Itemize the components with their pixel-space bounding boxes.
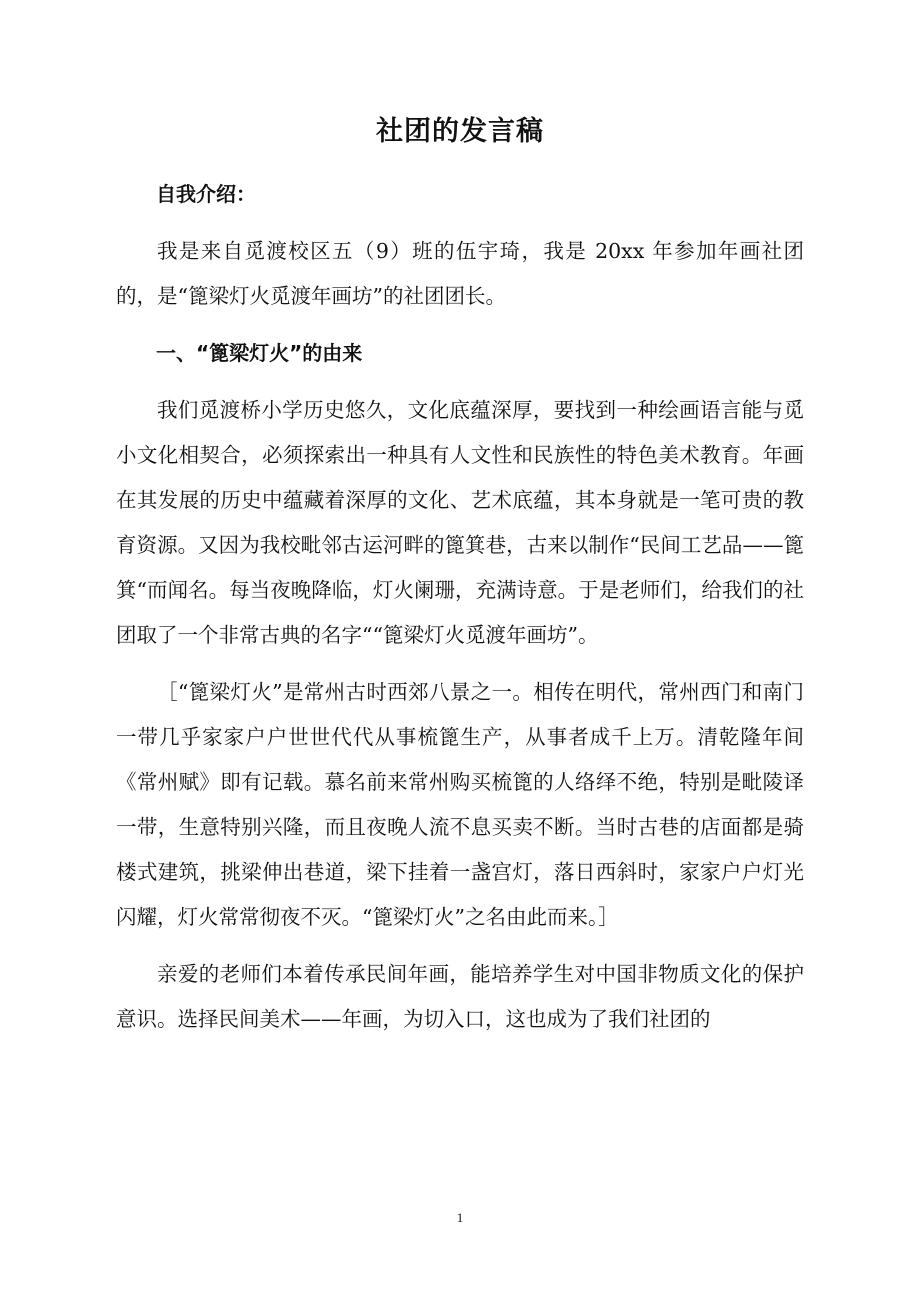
paragraph-history-note: ［“篦梁灯火”是常州古时西郊八景之一。相传在明代，常州西门和南门一带几乎家家户户世世代代从事梳篦生产，从事者成千上万。清乾隆年间《常州赋》即有记载。慕名前来常州购买梳篦的人络绎不绝，特别是毗陵译一带，生意特别兴隆，而且夜晚人流不息买卖不断。当时古巷的店面都是骑楼式建筑，挑梁伸出巷道，梁下挂着一盏宫灯，落日西斜时，家家户户灯光闪耀，灯火常常彻夜不灭。“篦梁灯火”之名由此而来。］	[116, 680, 804, 929]
document-body	[116, 172, 804, 1042]
page-number: 1	[456, 1210, 464, 1225]
spacer	[116, 940, 804, 952]
spacer	[116, 319, 804, 331]
document-title: 社团的发言稿	[376, 116, 544, 147]
paragraph-self-intro: 我是来自觅渡校区五（9）班的伍宇琦，我是 20xx 年参加年画社团的，是“篦梁灯火觅渡年画坊”的社团团长。	[116, 239, 804, 308]
section-heading-origin: 一、“篦梁灯火”的由来	[156, 341, 363, 365]
section-heading-self-intro: 自我介绍：	[156, 182, 256, 206]
paragraph-origin: 我们觅渡桥小学历史悠久，文化底蕴深厚，要找到一种绘画语言能与觅小文化相契合，必须探索出一种具有人文性和民族性的特色美术教育。年画在其发展的历史中蕴藏着深厚的文化、艺术底蕴，其本身就是一笔可贵的教育资源。又因为我校毗邻古运河畔的篦箕巷，古来以制作“民间工艺品——篦箕“而闻名。每当夜晚降临，灯火阑珊，充满诗意。于是老师们，给我们的社团取了一个非常古典的名字““篦梁灯火觅渡年画坊”。	[116, 398, 804, 647]
spacer	[116, 658, 804, 670]
spacer	[116, 376, 804, 388]
spacer	[116, 217, 804, 229]
paragraph-teachers: 亲爱的老师们本着传承民间年画，能培养学生对中国非物质文化的保护意识。选择民间美术——年画，为切入口，这也成为了我们社团的	[116, 962, 804, 1031]
